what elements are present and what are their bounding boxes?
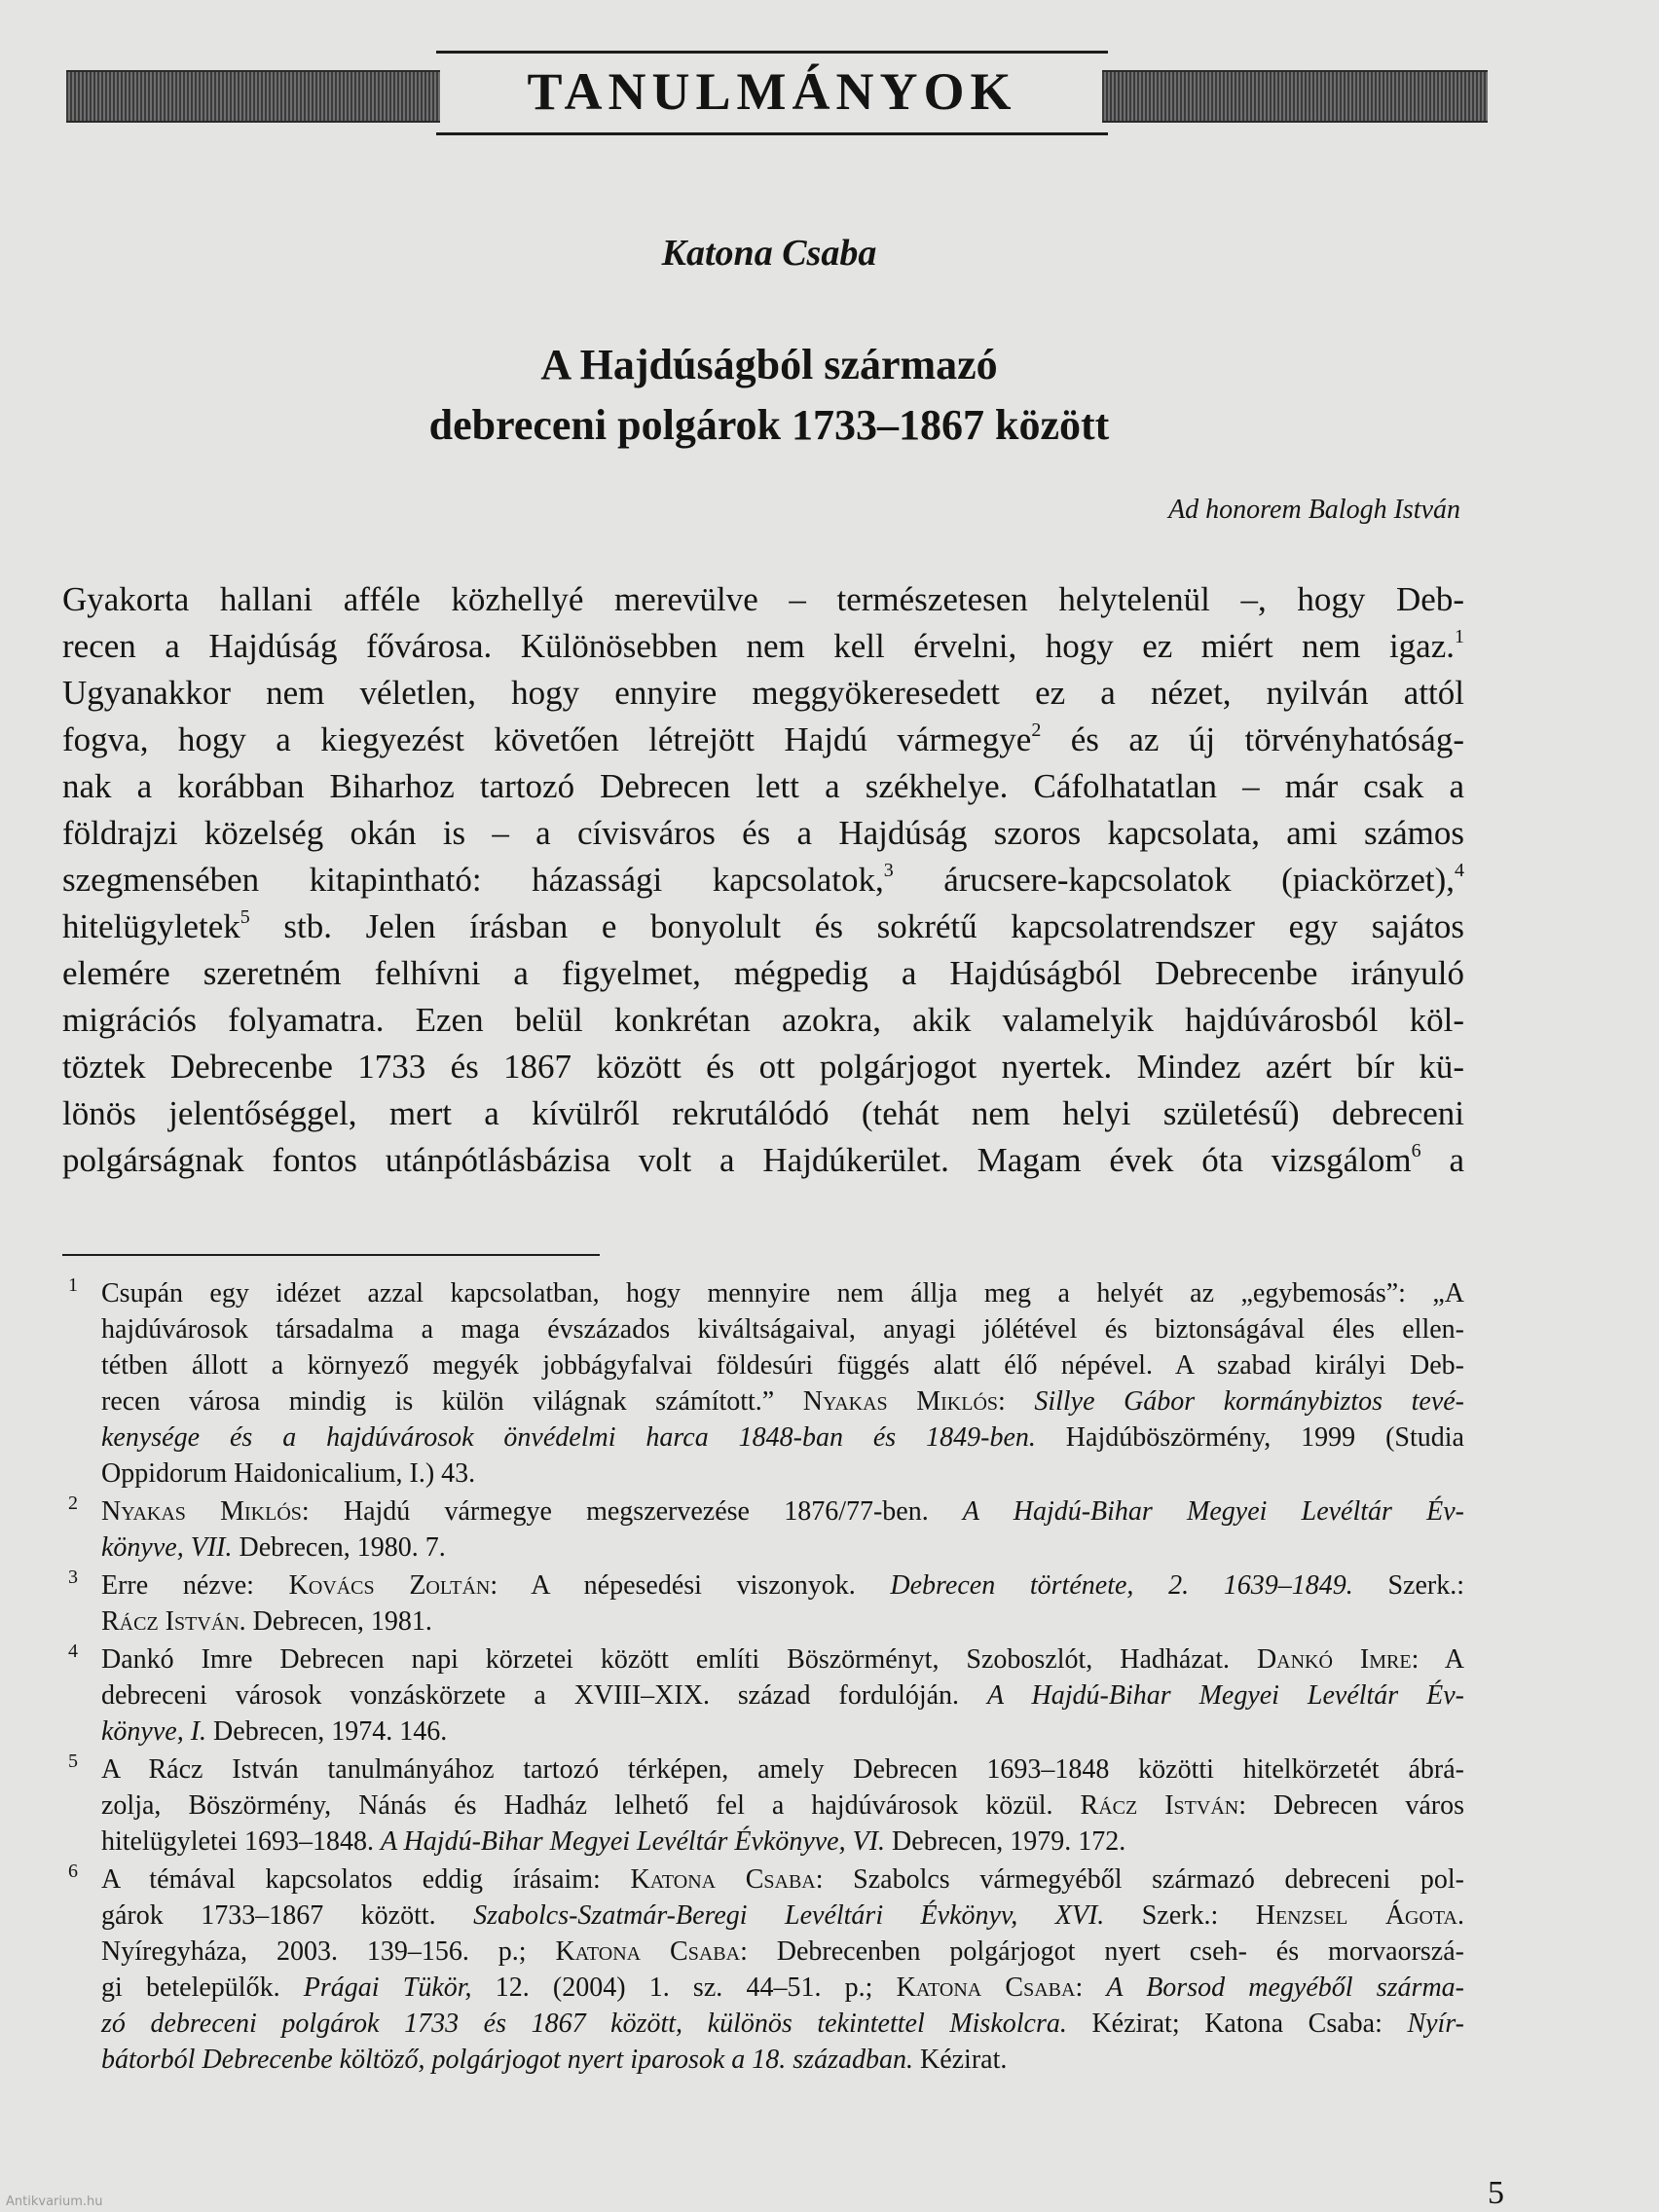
body-line: földrajzi közelség okán is – a cívisváros és a Hajdúság szoros kapcsolata, ami számos [62, 814, 1464, 852]
section-title: TANULMÁNYOK [527, 62, 1017, 121]
body-paragraph [62, 576, 1464, 1184]
cited-author: Nyakas Miklós [802, 1386, 999, 1417]
footnote-ref[interactable]: 2 [1031, 719, 1042, 741]
body-line: recen a Hajdúság fővárosa. Különösebben nem kell érvelni, hogy ez miért nem igaz.$^1$ [62, 626, 1464, 665]
article-title [0, 335, 1538, 456]
header-rule-bottom [436, 132, 1108, 135]
footnote-number: 4 [68, 1641, 78, 1662]
article-title-line-2: debreceni polgárok 1733–1867 között [428, 401, 1110, 449]
cited-author: Rácz István [1080, 1790, 1239, 1821]
article-title-line-1: A Hajdúságból származó [540, 341, 998, 388]
body-line: szegmensében kitapintható: házassági kapcsolatok,$^3$ árucsere-kapcsolatok (piackörzet),$^4$ [62, 860, 1464, 899]
cited-author: Katona Csaba [896, 1972, 1076, 2003]
body-line: fogva, hogy a kiegyezést követően létrejött Hajdú vármegye$^2$ és az új törvényhatóság- [62, 719, 1464, 758]
header-ornament-right [1102, 70, 1488, 123]
dedication: Ad honorem Balogh István [1168, 495, 1460, 525]
footnote-6: 6 A témával kapcsolatos eddig írásaim: Katona Csaba: Szabolcs vármegyéből származó debreceni pol- gárok 1733–1867 között. Szabolcs-Szatmár-Beregi Levéltári Évkönyv, XVI. Szerk.: Henzsel Ágota. Nyíregyháza, 2003. 139–156. p.; Katona Csaba: Debrecenben polgárjogot nyert cseh- és morvaorszá- gi betelepülők. Prágai Tükör, 12. (2004) 1. sz. 44–51. p.; Katona Csaba: A Borsod megyéből szárma- zó debreceni polgárok 1733 és 1867 között, különös tekintettel Miskolcra. Kézirat; Katona Csaba: Nyír- bátorból Debrecenbe költöző, polgárjogot nyert iparosok a 18. században. Kézirat. [68, 1861, 1464, 2075]
body-line: Ugyanakkor nem véletlen, hogy ennyire meggyökeresedett ez a nézet, nyilván attól [62, 674, 1464, 712]
footnote-4: 4 Dankó Imre Debrecen napi körzetei között említi Böszörményt, Szoboszlót, Hadházat. Dankó Imre: A debreceni városok vonzáskörzete a XVIII–XIX. század fordulóján. A Hajdú-Bihar Megyei Levéltár Év- könyve, I. Debrecen, 1974. 146. [68, 1641, 1464, 1747]
header-ornament-left [66, 70, 440, 123]
cited-author: Rácz István [101, 1606, 240, 1637]
footnote-2: 2 Nyakas Miklós: Hajdú vármegye megszervezése 1876/77-ben. A Hajdú-Bihar Megyei Levéltár Év- könyve, VII. Debrecen, 1980. 7. [68, 1493, 1464, 1563]
body-line: lönös jelentőséggel, mert a kívülről rekrutálódó (tehát nem helyi születésű) debreceni [62, 1094, 1464, 1132]
footnote-ref[interactable]: 6 [1411, 1140, 1421, 1161]
footnote-number: 3 [68, 1567, 78, 1588]
footnote-number: 6 [68, 1861, 78, 1882]
watermark: Antikvarium.hu [6, 2194, 103, 2209]
footnote-number: 1 [68, 1274, 78, 1296]
header-rule-top [436, 51, 1108, 54]
footnote-3: 3 Erre nézve: Kovács Zoltán: A népesedési viszonyok. Debrecen története, 2. 1639–1849. Szerk.: Rácz István. Debrecen, 1981. [68, 1567, 1464, 1637]
cited-author: Dankó Imre [1256, 1644, 1412, 1675]
body-line: elemére szeretném felhívni a figyelmet, mégpedig a Hajdúságból Debrecenbe irányuló [62, 954, 1464, 992]
footnote-separator [62, 1254, 600, 1256]
body-line: nak a korábban Biharhoz tartozó Debrecen lett a székhelye. Cáfolhatatlan – már csak a [62, 767, 1464, 805]
body-line: töztek Debrecenbe 1733 és 1867 között és ott polgárjogot nyertek. Mindez azért bír kü- [62, 1048, 1464, 1086]
footnote-number: 2 [68, 1493, 78, 1514]
cited-author: Katona Csaba [555, 1936, 741, 1967]
footnote-5: 5 A Rácz István tanulmányához tartozó térképen, amely Debrecen 1693–1848 közötti hitelkörzetét ábrá- zolja, Böszörmény, Nánás és Hadház lelhető fel a hajdúvárosok közül. Rácz István: Debrecen város hitelügyletei 1693–1848. A Hajdú-Bihar Megyei Levéltár Évkönyve, VI. Debrecen, 1979. 172. [68, 1751, 1464, 1857]
article-author: Katona Csaba [661, 233, 877, 274]
footnotes [62, 1275, 1464, 2080]
cited-author: Nyakas Miklós [101, 1496, 302, 1527]
footnote-ref[interactable]: 3 [883, 860, 894, 881]
cited-author: Henzsel Ágota [1255, 1900, 1457, 1931]
cited-author: Katona Csaba [630, 1864, 816, 1895]
footnote-ref[interactable]: 5 [240, 906, 250, 928]
body-line: hitelügyletek$^5$ stb. Jelen írásban e bonyolult és sokrétű kapcsolatrendszer egy sajátos [62, 906, 1464, 945]
footnote-ref[interactable]: 1 [1455, 626, 1464, 647]
cited-author: Kovács Zoltán [288, 1570, 491, 1601]
page-number: 5 [1488, 2175, 1504, 2211]
footnote-number: 5 [68, 1751, 78, 1772]
footnote-1: 1 Csupán egy idézet azzal kapcsolatban, hogy mennyire nem állja meg a helyét az „egybemosás”: „A hajdúvárosok társadalma a maga évszázados kiváltságaival, anyagi jólétével és biztonságával éles ellen- tétben állott a környező megyék jobbágyfalvai földesúri függés alatt élő népével. A szabad királyi Deb- recen városa mindig is külön világnak számított.” Nyakas Miklós: Sillye Gábor kormánybiztos tevé- kenysége és a hajdúvárosok önvédelmi harca 1848-ban és 1849-ben. Hajdúböszörmény, 1999 (Studia Oppidorum Haidonicalium, I.) 43. [68, 1274, 1464, 1489]
body-line: Gyakorta hallani afféle közhellyé merevülve – természetesen helytelenül –, hogy Deb- [62, 580, 1464, 618]
body-line: polgárságnak fontos utánpótlásbázisa volt a Hajdúkerület. Magam évek óta vizsgálom$^6$ a [62, 1140, 1464, 1179]
body-line: migrációs folyamatra. Ezen belül konkrétan azokra, akik valamelyik hajdúvárosból köl- [62, 1001, 1464, 1039]
footnote-ref[interactable]: 4 [1455, 860, 1464, 881]
